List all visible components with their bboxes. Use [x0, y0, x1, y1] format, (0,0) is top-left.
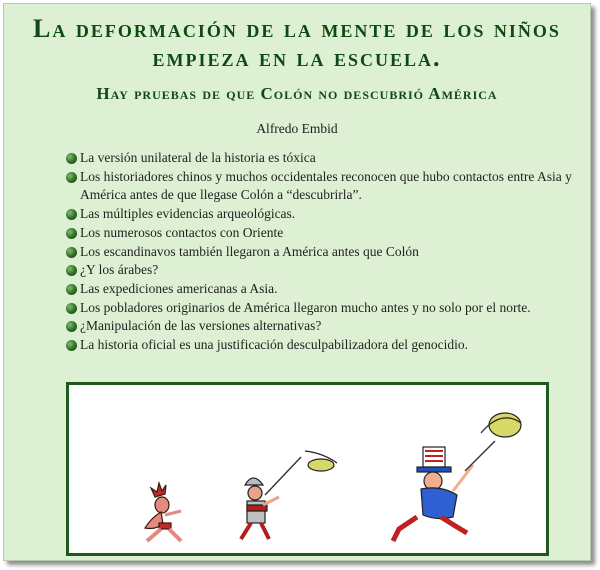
list-item-text: La historia oficial es una justificación desculpabilizadora del genocidio.	[80, 337, 468, 353]
chase-cartoon-drawing	[69, 385, 546, 553]
bullet-icon	[66, 209, 77, 220]
list-item-text: Los numerosos contactos con Oriente	[80, 224, 284, 240]
bullet-icon	[66, 172, 77, 183]
bullet-icon	[66, 265, 77, 276]
list-item	[66, 280, 582, 299]
bullet-icon	[66, 340, 77, 351]
list-item	[66, 205, 582, 224]
list-item-text: ¿Y los árabes?	[80, 262, 159, 278]
list-item	[66, 336, 582, 355]
bullet-icon	[66, 284, 77, 295]
author-name: Alfredo Embid	[256, 121, 338, 136]
article-card	[3, 3, 591, 561]
list-item	[66, 299, 582, 318]
list-item-text: La versión unilateral de la historia es tóxica	[80, 150, 316, 165]
conquistador-figure	[241, 451, 337, 539]
bullet-icon	[66, 153, 77, 164]
bullet-icon	[66, 247, 77, 258]
list-item	[66, 149, 582, 168]
list-item-text: Las múltiples evidencias arqueológicas.	[80, 206, 296, 222]
key-points-list	[66, 149, 582, 355]
uncle-sam-figure	[393, 413, 521, 541]
list-item	[66, 261, 582, 280]
list-item-text: Los escandinavos también llegaron a América antes que Colón	[80, 243, 419, 259]
list-item-text: Los historiadores chinos y muchos occidentales reconocen que hubo contactos entre Asia y América antes de que llegase Colón a “descubrirla”.	[80, 168, 572, 203]
page-title: La deformación de la mente de los niños empieza en la escuela.	[33, 14, 561, 72]
list-item	[66, 168, 582, 205]
list-item	[66, 317, 582, 336]
bullet-icon	[66, 228, 77, 239]
list-item	[66, 243, 582, 262]
cartoon-illustration	[66, 382, 549, 556]
list-item-text: Los pobladores originarios de América llegaron mucho antes y no solo por el norte.	[80, 299, 531, 315]
native-figure	[145, 483, 181, 541]
bullet-icon	[66, 321, 77, 332]
bullet-icon	[66, 303, 77, 314]
page-subtitle: Hay pruebas de que Colón no descubrió América	[96, 84, 498, 103]
list-item-text: ¿Manipulación de las versiones alternativas?	[80, 318, 322, 334]
list-item-text: Las expediciones americanas a Asia.	[80, 280, 278, 296]
list-item	[66, 224, 582, 243]
